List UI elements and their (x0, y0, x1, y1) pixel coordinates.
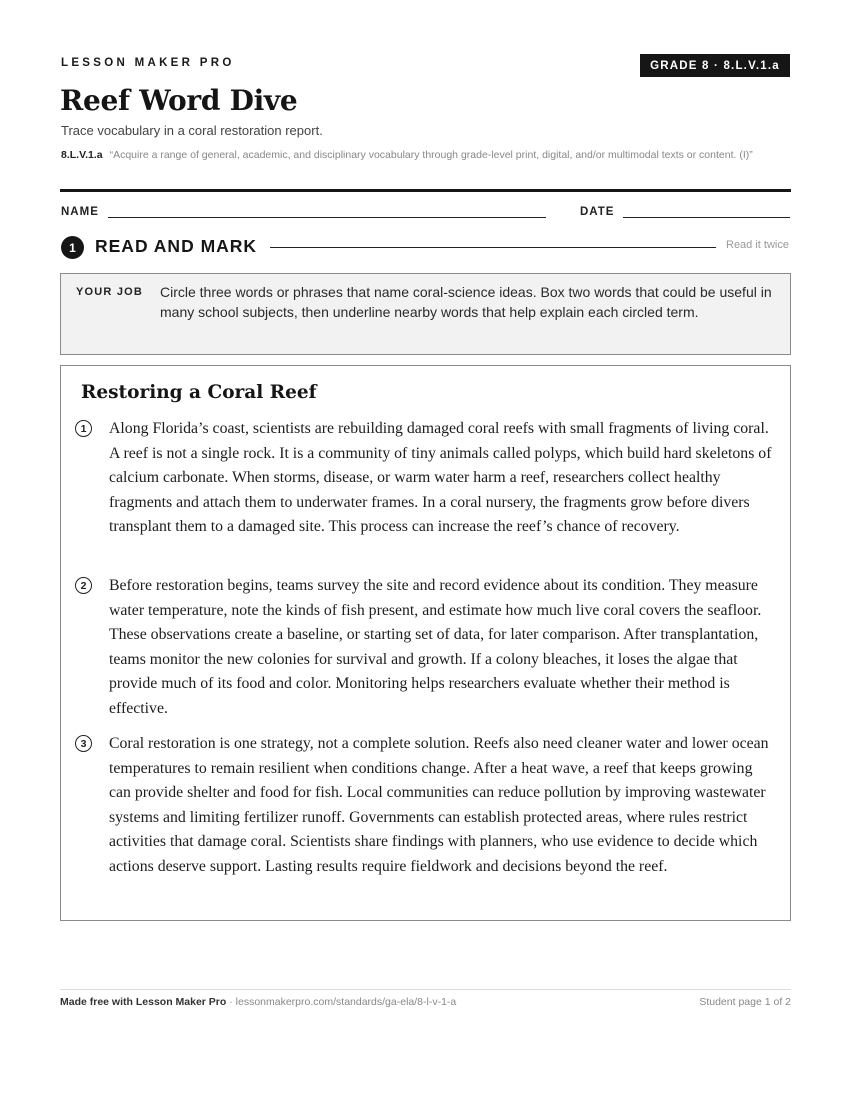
date-label: DATE (580, 206, 615, 218)
page-indicator: Student page 1 of 2 (699, 996, 791, 1008)
section-note: Read it twice (726, 239, 789, 251)
name-label: NAME (61, 206, 99, 218)
passage-title: Restoring a Coral Reef (81, 382, 317, 403)
footer-separator: · (226, 996, 236, 1008)
date-field[interactable] (623, 217, 790, 218)
page-title: Reef Word Dive (60, 84, 298, 117)
section-divider (270, 247, 716, 248)
section-number-badge: 1 (61, 236, 84, 259)
page-subtitle: Trace vocabulary in a coral restoration report. (61, 123, 323, 138)
reading-passage (60, 365, 791, 921)
paragraph-text: Before restoration begins, teams survey the site and record evidence about its condition. They measure water temperature, note the kinds of fish present, and estimate how much live coral covers the seafloor. These observations create a baseline, or starting set of data, for later comparison. After transplantation, teams monitor the new colonies for survival and growth. If a colony bleaches, it loses the algae that provide much of its food and color. Monitoring helps researchers evaluate whether their method is effective. (109, 577, 762, 717)
paragraph-number: 3 (75, 735, 92, 752)
brand-label: LESSON MAKER PRO (61, 57, 235, 69)
instructions-text: Circle three words or phrases that name coral-science ideas. Box two words that could be useful in many school subjects, then underline nearby words that help explain each circled term. (160, 284, 772, 320)
standard-text: “Acquire a range of general, academic, and disciplinary vocabulary through grade-level print, digital, and/or multimodal texts or content. (I)” (109, 149, 753, 161)
paragraph-text: Coral restoration is one strategy, not a complete solution. Reefs also need cleaner water and lower ocean temperatures to remain resilient when conditions change. After a heat wave, a reef that keeps growing can provide shelter and food for fish. Local communities can reduce pollution by improving wastewater systems and limiting fertilizer runoff. Governments can establish protected areas, where rules restrict activities that damage coral. Scientists share findings with planners, who use evidence to decide which actions deserve support. Lasting results require fieldwork and decisions beyond the reef. (109, 735, 769, 875)
section-title: READ AND MARK (95, 236, 258, 256)
footer-divider (60, 989, 791, 990)
standard-code: 8.L.V.1.a (61, 149, 103, 161)
header-divider (60, 189, 791, 192)
instructions-box (60, 273, 791, 355)
instructions-label: YOUR JOB (76, 286, 144, 298)
paragraph-number: 1 (75, 420, 92, 437)
standard-description (61, 148, 791, 163)
footer-made-with: Made free with Lesson Maker Pro (60, 996, 227, 1008)
paragraph-text: Along Florida’s coast, scientists are rebuilding damaged coral reefs with small fragments of living coral. A reef is not a single rock. It is a community of tiny animals called polyps, which build hard skeletons of calcium carbonate. When storms, disease, or warm water harm a reef, researchers collect healthy fragments and attach them to underwater frames. In a coral nursery, the fragments grow before divers transplant them to a damaged site. This process can increase the reef’s chance of recovery. (109, 420, 772, 536)
paragraph-number: 2 (75, 577, 92, 594)
name-field[interactable] (108, 217, 546, 218)
grade-badge: GRADE 8 · 8.L.V.1.a (640, 54, 790, 77)
footer-url-link[interactable]: lessonmakerpro.com/standards/ga-ela/8-l-v-1-a (235, 996, 457, 1008)
footer-credit (60, 996, 456, 1008)
